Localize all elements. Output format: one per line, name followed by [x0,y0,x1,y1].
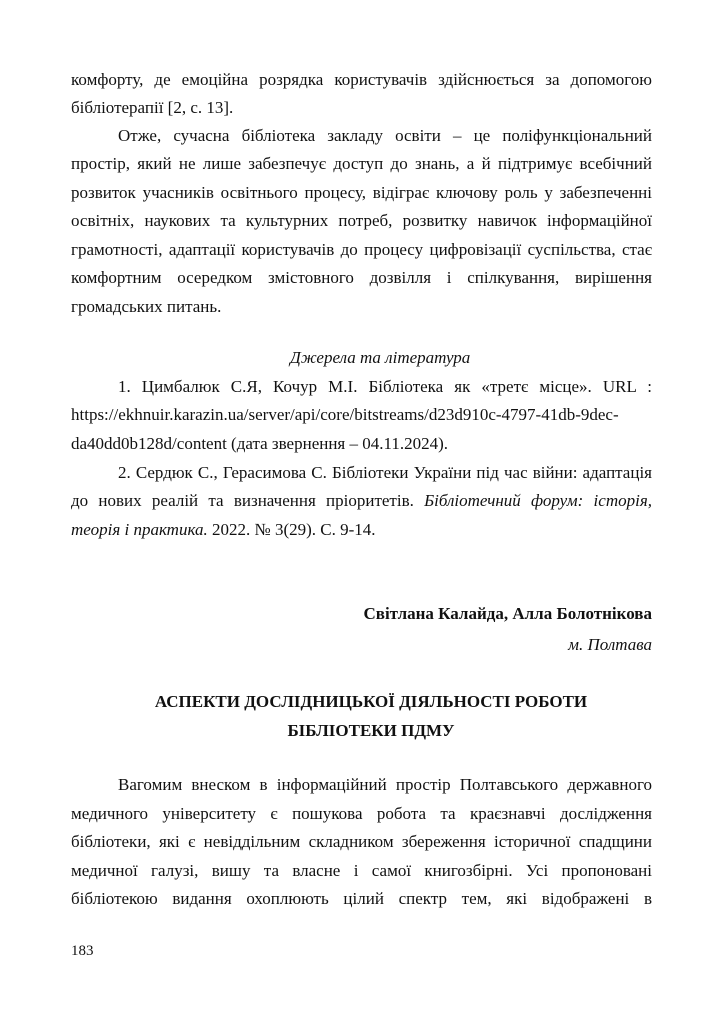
paragraph-line: комфортним осередком змістовного дозвілля і спілкування, вирішення [71,268,652,287]
article-authors: Світлана Калайда, Алла Болотнікова [363,604,652,623]
paragraph-line: Отже, сучасна бібліотека закладу освіти – це поліфункціональний [118,126,652,145]
article-title: АСПЕКТИ ДОСЛІДНИЦЬКОЇ ДІЯЛЬНОСТІ РОБОТИ [154,692,588,711]
reference-text: до нових реалій та визначення пріоритетів. [71,491,414,510]
journal-title: теорія і практика. [71,520,208,539]
paragraph-line: освітніх, наукових та культурних потреб, розвитку навичок інформаційної [71,211,652,230]
reference-line [71,516,652,544]
paragraph-line: розвиток учасників освітнього процесу, відіграє ключову роль у забезпеченні [71,183,652,202]
reference-line [71,487,652,515]
paragraph-line: простір, який не лише забезпечує доступ до знань, а й підтримує всебічний [71,154,652,173]
paragraph-line: бібліотеки, які є невіддільним складником збереження історичної спадщини [71,832,652,851]
reference-url[interactable]: https://ekhnuir.karazin.ua/server/api/core/bitstreams/d23d910c-4797-41db-9dec- [71,405,619,424]
references-heading: Джерела та література [290,348,471,367]
paragraph-line: грамотності, адаптації користувачів до процесу цифровізації суспільства, стає [71,240,652,259]
paragraph-line: бібліотекою видання охоплюють цілий спектр тем, які відображені в [71,889,652,908]
paragraph-line: Вагомим внеском в інформаційний простір Полтавського державного [118,775,652,794]
reference-line: 1. Цимбалюк С.Я, Кочур М.І. Бібліотека як «третє місце». URL : [118,377,652,396]
page-number: 183 [71,943,94,959]
reference-line: da40dd0b128d/content (дата звернення – 04.11.2024). [71,434,449,453]
paragraph-line: бібліотерапії [2, с. 13]. [71,98,234,117]
reference-line: 2. Сердюк С., Герасимова С. Бібліотеки України під час війни: адаптація [118,463,652,482]
article-city: м. Полтава [568,635,652,654]
article-title: БІБЛІОТЕКИ ПДМУ [287,721,455,740]
journal-title: Бібліотечний форум: історія, [424,491,652,510]
paragraph-line: медичного університету є пошукова робота та краєзнавчі дослідження [71,804,652,823]
paragraph-line: медичної галузі, вишу та власне і самої книгозбірні. Усі пропоновані [71,861,652,880]
paragraph-line: громадських питань. [71,297,222,316]
paragraph-line: комфорту, де емоційна розрядка користувачів здійснюється за допомогою [71,70,652,89]
reference-text: 2022. № 3(29). С. 9-14. [211,520,376,539]
